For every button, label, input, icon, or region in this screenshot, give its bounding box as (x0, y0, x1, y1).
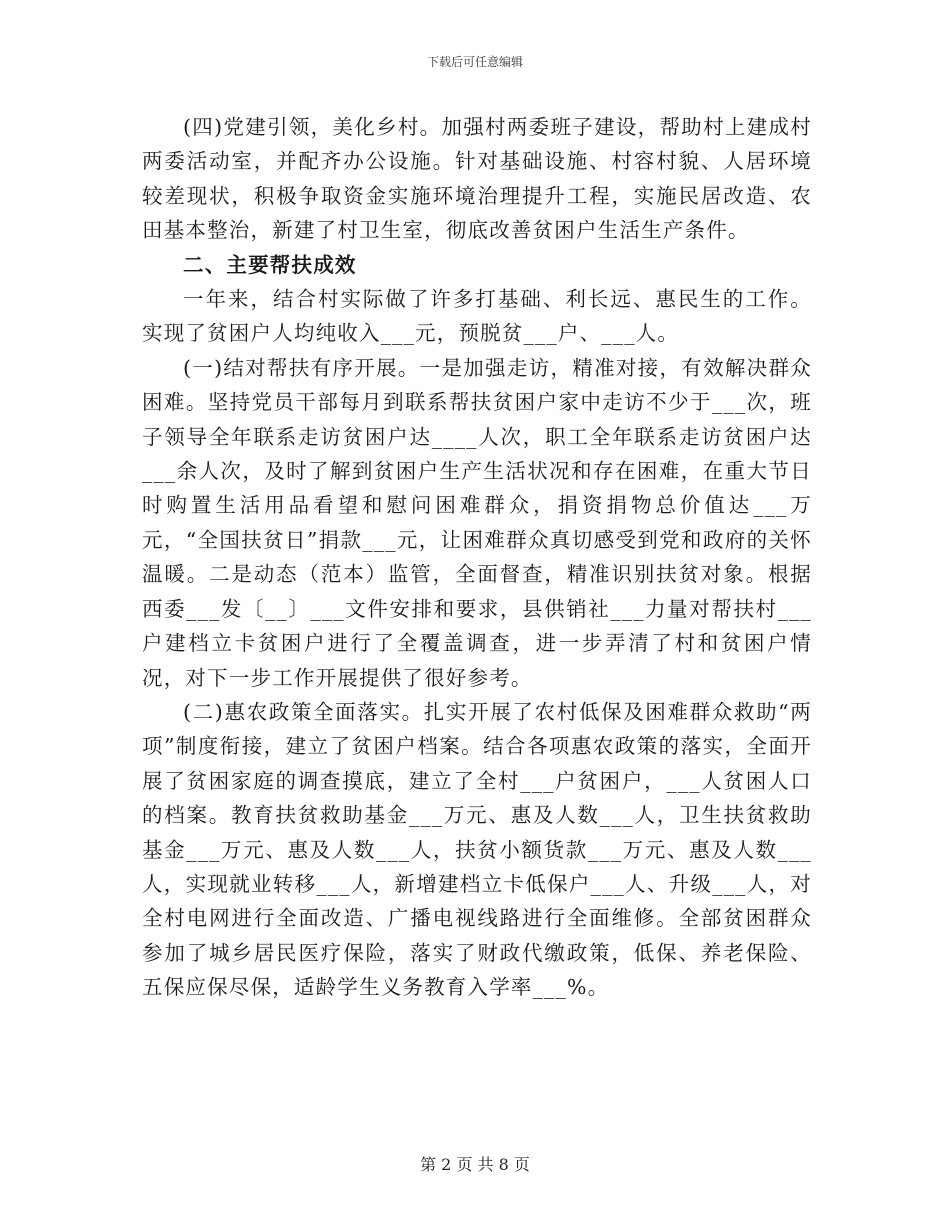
paragraph-party-building: (四)党建引领，美化乡村。加强村两委班子建设，帮助村上建成村两委活动室，并配齐办公设施。针对基础设施、村容村貌、人居环境较差现状，积极争取资金实施环境治理提升工程，实施民居改造、农田基本整治，新建了村卫生室，彻底改善贫困户生活生产条件。 (142, 115, 812, 243)
document-body (142, 110, 812, 1005)
paragraph-paired-assistance: (一)结对帮扶有序开展。一是加强走访，精准对接，有效解决群众困难。坚持党员干部每月到联系帮扶贫困户家中走访不少于___次，班子领导全年联系走访贫困户达____人次，职工全年联系走访贫困户达___余人次，及时了解到贫困户生产生活状况和存在困难，在重大节日时购置生活用品看望和慰问困难群众，捐资捐物总价值达___万元，“全国扶贫日”捐款___元，让困难群众真切感受到党和政府的关怀温暖。二是动态（范本）监管，全面督查，精准识别扶贫对象。根据西委___发〔__〕___文件安排和要求，县供销社___力量对帮扶村___户建档立卡贫困户进行了全覆盖调查，进一步弄清了村和贫困户情况，对下一步工作开展提供了很好参考。 (142, 355, 812, 690)
section-heading-main-results: 二、主要帮扶成效 (183, 252, 357, 277)
paragraph-year-summary: 一年来，结合村实际做了许多打基础、利长远、惠民生的工作。实现了贫困户人均纯收入___元，预脱贫___户、___人。 (142, 287, 812, 346)
paragraph-policy-implementation: (二)惠农政策全面落实。扎实开展了农村低保及困难群众救助“两项”制度衔接，建立了贫困户档案。结合各项惠农政策的落实，全面开展了贫困家庭的调查摸底，建立了全村___户贫困户，___人贫困人口的档案。教育扶贫救助基金___万元、惠及人数___人，卫生扶贫救助基金___万元、惠及人数___人，扶贫小额货款___万元、惠及人数___人，实现就业转移___人，新增建档立卡低保户___人、升级___人，对全村电网进行全面改造、广播电视线路进行全面维修。全部贫困群众参加了城乡居民医疗保险，落实了财政代缴政策，低保、养老保险、五保应保尽保，适龄学生义务教育入学率___%。 (142, 699, 812, 1000)
page-number-footer: 第 2 页 共 8 页 (420, 1155, 530, 1174)
header-note: 下载后可任意编辑 (426, 55, 523, 69)
